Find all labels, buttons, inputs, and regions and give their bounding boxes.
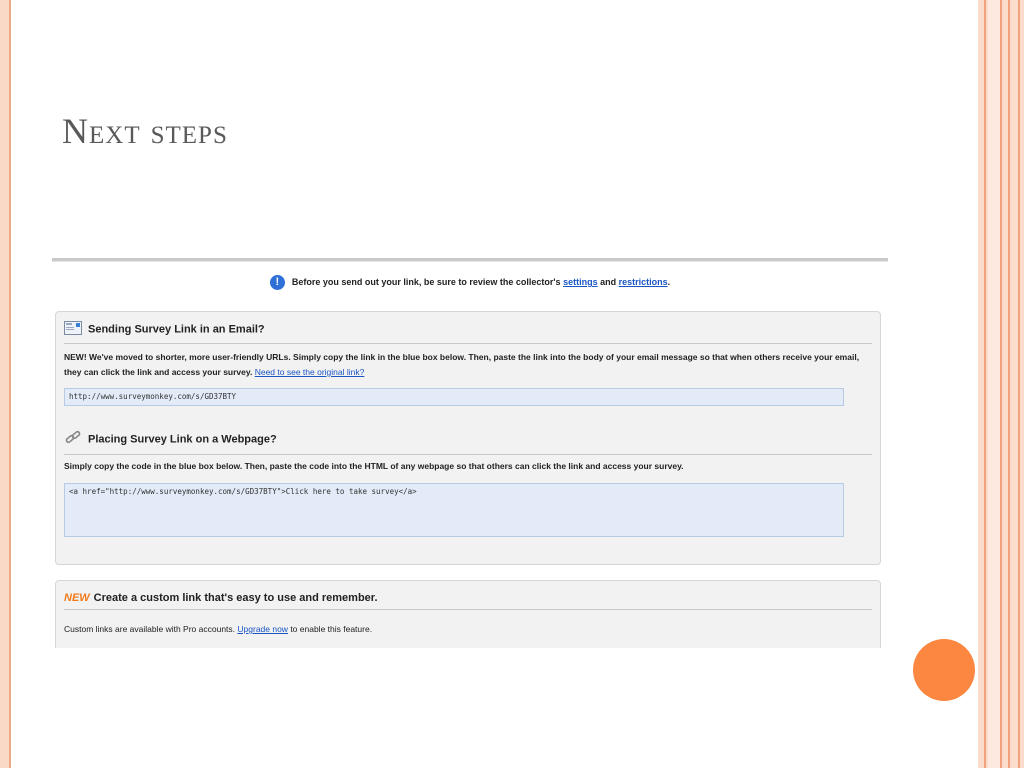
chain-link-icon — [64, 430, 82, 449]
embed-code-box[interactable]: <a href="http://www.surveymonkey.com/s/GD37BTY">Click here to take survey</a> — [64, 483, 844, 537]
notice-period: . — [667, 276, 671, 287]
new-badge: NEW — [64, 592, 90, 604]
notice-and-text: and — [597, 276, 619, 287]
info-icon: ! — [270, 275, 285, 290]
email-body-text: NEW! We've moved to shorter, more user-friendly URLs. Simply copy the link in the blue box below. Then, paste the link into the body of your email message so that when others receive your email, they can click the link and access your survey. — [64, 352, 860, 377]
survey-url-box[interactable]: http://www.surveymonkey.com/s/GD37BTY — [64, 388, 844, 406]
upgrade-now-link[interactable]: Upgrade now — [237, 624, 288, 634]
survey-collector-screenshot — [52, 258, 888, 648]
custom-link-body — [64, 624, 872, 634]
original-link-link[interactable]: Need to see the original link? — [254, 367, 365, 377]
right-decorative-stripes — [978, 0, 1024, 768]
custom-link-body-text: Custom links are available with Pro accounts. — [64, 624, 238, 634]
webpage-section-title — [64, 430, 872, 455]
review-notice — [52, 275, 888, 290]
decorative-orange-circle — [913, 639, 975, 701]
top-divider — [52, 258, 888, 262]
slide-title: Next steps — [62, 111, 228, 151]
email-section-title — [64, 321, 872, 344]
email-section-title-text: Sending Survey Link in an Email? — [88, 323, 265, 336]
webpage-section-body: Simply copy the code in the blue box below. Then, paste the code into the HTML of any webpage so that others can click the link and access your survey. — [64, 461, 684, 471]
notice-text: Before you send out your link, be sure to review the collector's — [291, 276, 564, 287]
left-decorative-stripe — [0, 0, 11, 768]
email-section-body — [64, 350, 872, 380]
custom-link-title — [64, 592, 872, 610]
share-link-panel — [55, 311, 881, 565]
custom-link-body-end: to enable this feature. — [287, 624, 373, 634]
email-icon — [64, 321, 82, 338]
webpage-section-title-text: Placing Survey Link on a Webpage? — [88, 433, 277, 446]
custom-link-title-text: Create a custom link that's easy to use and remember. — [93, 592, 378, 604]
settings-link[interactable]: settings — [563, 276, 598, 287]
restrictions-link[interactable]: restrictions — [618, 276, 668, 287]
custom-link-panel — [55, 580, 881, 648]
